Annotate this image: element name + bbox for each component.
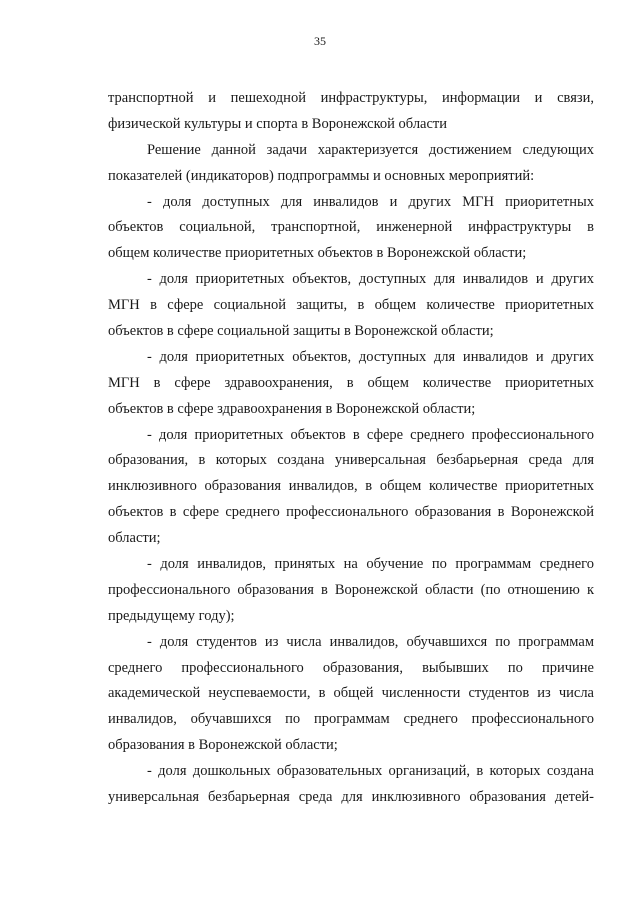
text-line: показателей (индикаторов) подпрограммы и основных мероприятий: — [108, 167, 535, 184]
text-line: среднего профессионального образования, выбывших по причине — [108, 659, 594, 676]
text-line: объектов в сфере здравоохранения в Воронежской области; — [108, 400, 476, 417]
page-number: 35 — [314, 34, 326, 48]
text-line: Решение данной задачи характеризуется достижением следующих — [147, 141, 594, 158]
text-line: физической культуры и спорта в Воронежской области — [108, 115, 448, 132]
text-line: инклюзивного образования инвалидов, в общем количестве приоритетных — [108, 478, 594, 495]
text-line: объектов в сфере среднего профессионального образования в Воронежской — [108, 504, 594, 521]
text-line: предыдущему году); — [108, 607, 235, 624]
text-line: области; — [108, 530, 161, 547]
text-line: - доля инвалидов, принятых на обучение по программам среднего — [147, 556, 594, 573]
text-line: МГН в сфере социальной защиты, в общем количестве приоритетных — [108, 297, 594, 314]
text-line: - доля приоритетных объектов, доступных для инвалидов и других — [147, 271, 594, 288]
text-line: академической неуспеваемости, в общей численности студентов из числа — [108, 685, 594, 702]
text-line: объектов социальной, транспортной, инженерной инфраструктуры в — [108, 219, 594, 236]
body-text — [108, 86, 594, 811]
text-line: профессионального образования в Воронежской области (по отношению к — [108, 581, 594, 598]
text-line: транспортной и пешеходной инфраструктуры, информации и связи, — [108, 90, 594, 106]
text-line: образования, в которых создана универсальная безбарьерная среда для — [108, 452, 594, 469]
text-line: - доля приоритетных объектов, доступных для инвалидов и других — [147, 348, 594, 365]
text-line: - доля доступных для инвалидов и других МГН приоритетных — [147, 193, 594, 210]
text-line: объектов в сфере социальной защиты в Воронежской области; — [108, 323, 494, 340]
text-line: инвалидов, обучавшихся по программам среднего профессионального — [108, 711, 594, 728]
text-line: МГН в сфере здравоохранения, в общем количестве приоритетных — [108, 374, 594, 391]
text-line: образования в Воронежской области; — [108, 737, 338, 754]
text-line: - доля приоритетных объектов в сфере среднего профессионального — [147, 426, 594, 443]
text-line: - доля студентов из числа инвалидов, обучавшихся по программам — [147, 633, 594, 650]
text-line: - доля дошкольных образовательных организаций, в которых создана — [147, 763, 594, 780]
text-line: общем количестве приоритетных объектов в Воронежской области; — [108, 245, 527, 262]
text-line: универсальная безбарьерная среда для инклюзивного образования детей- — [108, 789, 594, 806]
